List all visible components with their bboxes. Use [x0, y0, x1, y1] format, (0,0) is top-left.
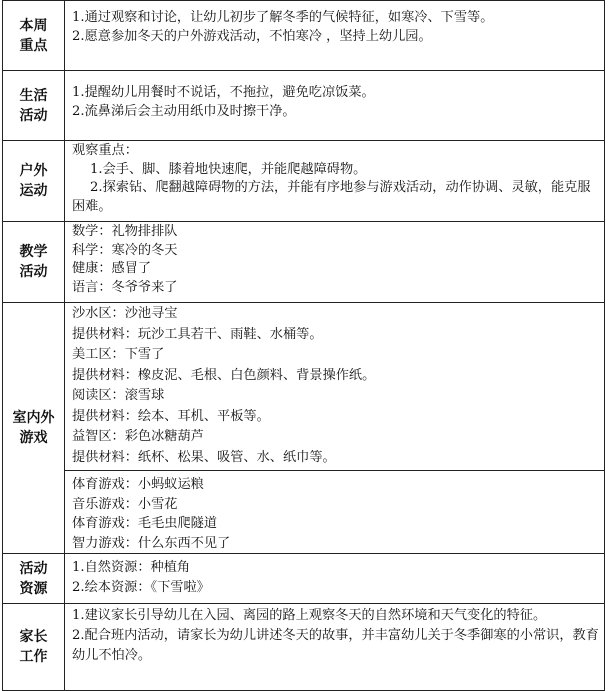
- row-weekly-goals: [3, 1, 605, 71]
- area-line: 沙水区：沙池寻宝: [72, 306, 178, 321]
- row-indoor-outdoor-games: [3, 303, 605, 471]
- content-outdoor-sports: [65, 141, 605, 222]
- teaching-line: 数学：礼物排排队: [72, 224, 178, 239]
- label-parent-work: 家长 工作: [3, 604, 65, 691]
- area-line: 益智区：彩色冰糖葫芦: [72, 429, 204, 444]
- content-area-games: [65, 303, 605, 471]
- goal-line: 2.愿意参加冬天的户外游戏活动，不怕寒冷 ，坚持上幼儿园。: [72, 28, 432, 44]
- content-weekly-goals: [65, 1, 605, 71]
- row-teaching-activities: [3, 222, 605, 303]
- game-line: 体育游戏：小蚂蚁运粮: [72, 477, 204, 492]
- outdoor-point: 2.探索钻、爬翻越障碍物的方法，并能有序地参与游戏活动，动作协调、灵敏，能克服困难。: [72, 180, 591, 214]
- content-life-activities: [65, 71, 605, 141]
- row-life-activities: [3, 71, 605, 141]
- content-activity-resources: [65, 554, 605, 604]
- row-parent-work: [3, 604, 605, 691]
- label-activity-resources: 活动 资源: [3, 554, 65, 604]
- teaching-line: 语言：冬爷爷来了: [72, 279, 178, 295]
- label-life-activities: 生活 活动: [3, 71, 65, 141]
- content-teaching-activities: [65, 222, 605, 303]
- parent-point: 2.配合班内活动，请家长为幼儿讲述冬天的故事，并丰富幼儿关于冬季御寒的小常识，教育幼儿不怕冷。: [72, 628, 599, 663]
- game-line: 智力游戏：什么东西不见了: [72, 535, 231, 551]
- area-line: 提供材料：玩沙工具若干、雨鞋、水桶等。: [72, 326, 323, 342]
- goal-line: 1.通过观察和讨论，让幼儿初步了解冬季的气候特征，如寒冷、下雪等。: [72, 10, 494, 25]
- area-line: 提供材料：橡皮泥、毛根、白色颜料、背景操作纸。: [72, 367, 376, 383]
- outdoor-point: 1.会手、脚、膝着地快速爬，并能爬越障碍物。: [90, 161, 367, 177]
- area-line: 提供材料：纸杯、松果、吸管、水、纸巾等。: [72, 449, 336, 465]
- content-outdoor-games: [65, 471, 605, 554]
- teaching-line: 健康：感冒了: [72, 261, 152, 276]
- life-line: 1.提醒幼儿用餐时不说话，不拖拉，避免吃凉饭菜。: [72, 85, 375, 100]
- outdoor-heading: 观察重点：: [72, 143, 138, 158]
- weekly-plan-table: [2, 0, 605, 691]
- area-line: 美工区：下雪了: [72, 347, 165, 362]
- resource-line: 1.自然资源：种植角: [72, 560, 191, 575]
- label-weekly-goals: 本周 重点: [3, 1, 65, 71]
- label-indoor-outdoor-games: 室内外 游戏: [3, 303, 65, 554]
- game-line: 体育游戏：毛毛虫爬隧道: [72, 516, 218, 531]
- area-line: 阅读区：滚雪球: [72, 388, 165, 403]
- life-line: 2.流鼻涕后会主动用纸巾及时擦干净。: [72, 103, 296, 119]
- row-activity-resources: [3, 554, 605, 604]
- label-outdoor-sports: 户外 运动: [3, 141, 65, 222]
- row-outdoor-games: [3, 471, 605, 554]
- area-line: 提供材料：绘本、耳机、平板等。: [72, 408, 270, 424]
- row-outdoor-sports: [3, 141, 605, 222]
- teaching-line: 科学：寒冷的冬天: [72, 242, 178, 258]
- game-line: 音乐游戏：小雪花: [72, 496, 178, 512]
- parent-point: 1.建议家长引导幼儿在入园、离园的路上观察冬天的自然环境和天气变化的特征。: [72, 608, 547, 623]
- label-teaching-activities: 教学 活动: [3, 222, 65, 303]
- content-parent-work: [65, 604, 605, 691]
- resource-line: 2.绘本资源：《下雪啦》: [72, 580, 210, 595]
